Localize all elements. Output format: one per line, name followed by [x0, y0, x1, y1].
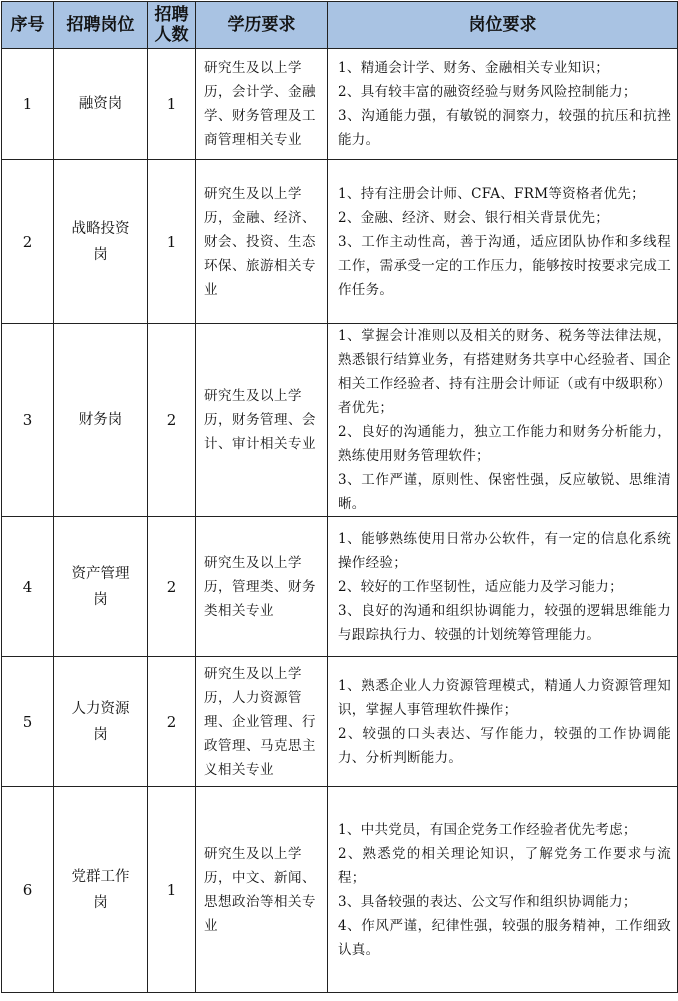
- table-row: [2, 160, 678, 324]
- cell-seq: 1: [2, 49, 54, 160]
- cell-count: 1: [148, 787, 196, 993]
- header-requirements: 岗位要求: [328, 2, 678, 49]
- cell-education: 研究生及以上学历，金融、经济、财会、投资、生态环保、旅游相关专业: [196, 160, 328, 324]
- header-education: 学历要求: [196, 2, 328, 49]
- requirement-line: 3、工作严谨，原则性、保密性强，反应敏锐、思维清晰。: [338, 472, 671, 512]
- requirement-line: 1、能够熟练使用日常办公软件，有一定的信息化系统操作经验；: [338, 530, 671, 571]
- recruitment-table: [1, 1, 678, 993]
- cell-position: 战略投资岗: [54, 160, 148, 324]
- requirement-line: 3、沟通能力强，有敏锐的洞察力，较强的抗压和抗挫能力。: [338, 108, 671, 148]
- cell-seq: 2: [2, 160, 54, 324]
- requirement-line: 2、良好的沟通能力，独立工作能力和财务分析能力，熟练使用财务管理软件；: [338, 424, 671, 464]
- cell-position: 人力资源岗: [54, 657, 148, 787]
- requirement-line: 1、掌握会计准则以及相关的财务、税务等法律法规，熟悉银行结算业务，有搭建财务共享中心经验者、国企相关工作经验者、持有注册会计师证（或有中级职称）者优先；: [338, 328, 671, 416]
- table-row: [2, 657, 678, 787]
- cell-seq: 6: [2, 787, 54, 993]
- cell-count: 1: [148, 160, 196, 324]
- requirement-line: 1、熟悉企业人力资源管理模式，精通人力资源管理知识，掌握人事管理软件操作；: [338, 677, 671, 718]
- requirement-line: 1、精通会计学、财务、金融相关专业知识；: [338, 60, 610, 76]
- cell-position: 资产管理岗: [54, 517, 148, 657]
- header-seq: 序号: [2, 2, 54, 49]
- cell-seq: 5: [2, 657, 54, 787]
- requirement-line: 1、中共党员，有国企党务工作经验者优先考虑；: [338, 821, 637, 838]
- requirement-line: 2、具有较丰富的融资经验与财务风险控制能力；: [338, 84, 637, 100]
- table-row: [2, 49, 678, 160]
- cell-education: 研究生及以上学历，中文、新闻、思想政治等相关专业: [196, 787, 328, 993]
- cell-requirements: [328, 324, 678, 517]
- requirement-line: 4、作风严谨，纪律性强，较强的服务精神，工作细致认真。: [338, 917, 671, 958]
- header-position: 招聘岗位: [54, 2, 148, 49]
- cell-requirements: [328, 517, 678, 657]
- requirement-line: 3、良好的沟通和组织协调能力，较强的逻辑思维能力与跟踪执行力、较强的计划统筹管理能力。: [338, 602, 671, 643]
- requirement-line: 2、较好的工作坚韧性，适应能力及学习能力；: [338, 578, 623, 595]
- requirement-line: 1、持有注册会计师、CFA、FRM等资格者优先；: [338, 185, 645, 202]
- table-row: [2, 324, 678, 517]
- table-row: [2, 517, 678, 657]
- cell-count: 2: [148, 324, 196, 517]
- cell-count: 2: [148, 657, 196, 787]
- cell-seq: 3: [2, 324, 54, 517]
- cell-requirements: [328, 160, 678, 324]
- requirement-line: 2、熟悉党的相关理论知识，了解党务工作要求与流程；: [338, 845, 671, 886]
- cell-requirements: [328, 49, 678, 160]
- cell-requirements: [328, 657, 678, 787]
- cell-requirements: [328, 787, 678, 993]
- cell-education: 研究生及以上学历，财务管理、会计、审计相关专业: [196, 324, 328, 517]
- cell-seq: 4: [2, 517, 54, 657]
- table-row: [2, 787, 678, 993]
- requirement-line: 2、金融、经济、财会、银行相关背景优先；: [338, 209, 610, 226]
- cell-education: 研究生及以上学历，会计学、金融学、财务管理及工商管理相关专业: [196, 49, 328, 160]
- cell-position: 融资岗: [54, 49, 148, 160]
- cell-position: 党群工作岗: [54, 787, 148, 993]
- cell-education: 研究生及以上学历，管理类、财务类相关专业: [196, 517, 328, 657]
- header-count: 招聘人数: [148, 2, 196, 49]
- table-header-row: [2, 2, 678, 49]
- cell-count: 1: [148, 49, 196, 160]
- cell-education: 研究生及以上学历，人力资源管理、企业管理、行政管理、马克思主义相关专业: [196, 657, 328, 787]
- cell-count: 2: [148, 517, 196, 657]
- requirement-line: 3、工作主动性高，善于沟通，适应团队协作和多线程工作，需承受一定的工作压力，能够按时按要求完成工作任务。: [338, 233, 671, 298]
- cell-position: 财务岗: [54, 324, 148, 517]
- requirement-line: 3、具备较强的表达、公文写作和组织协调能力；: [338, 893, 637, 910]
- requirement-line: 2、较强的口头表达、写作能力，较强的工作协调能力、分析判断能力。: [338, 725, 671, 766]
